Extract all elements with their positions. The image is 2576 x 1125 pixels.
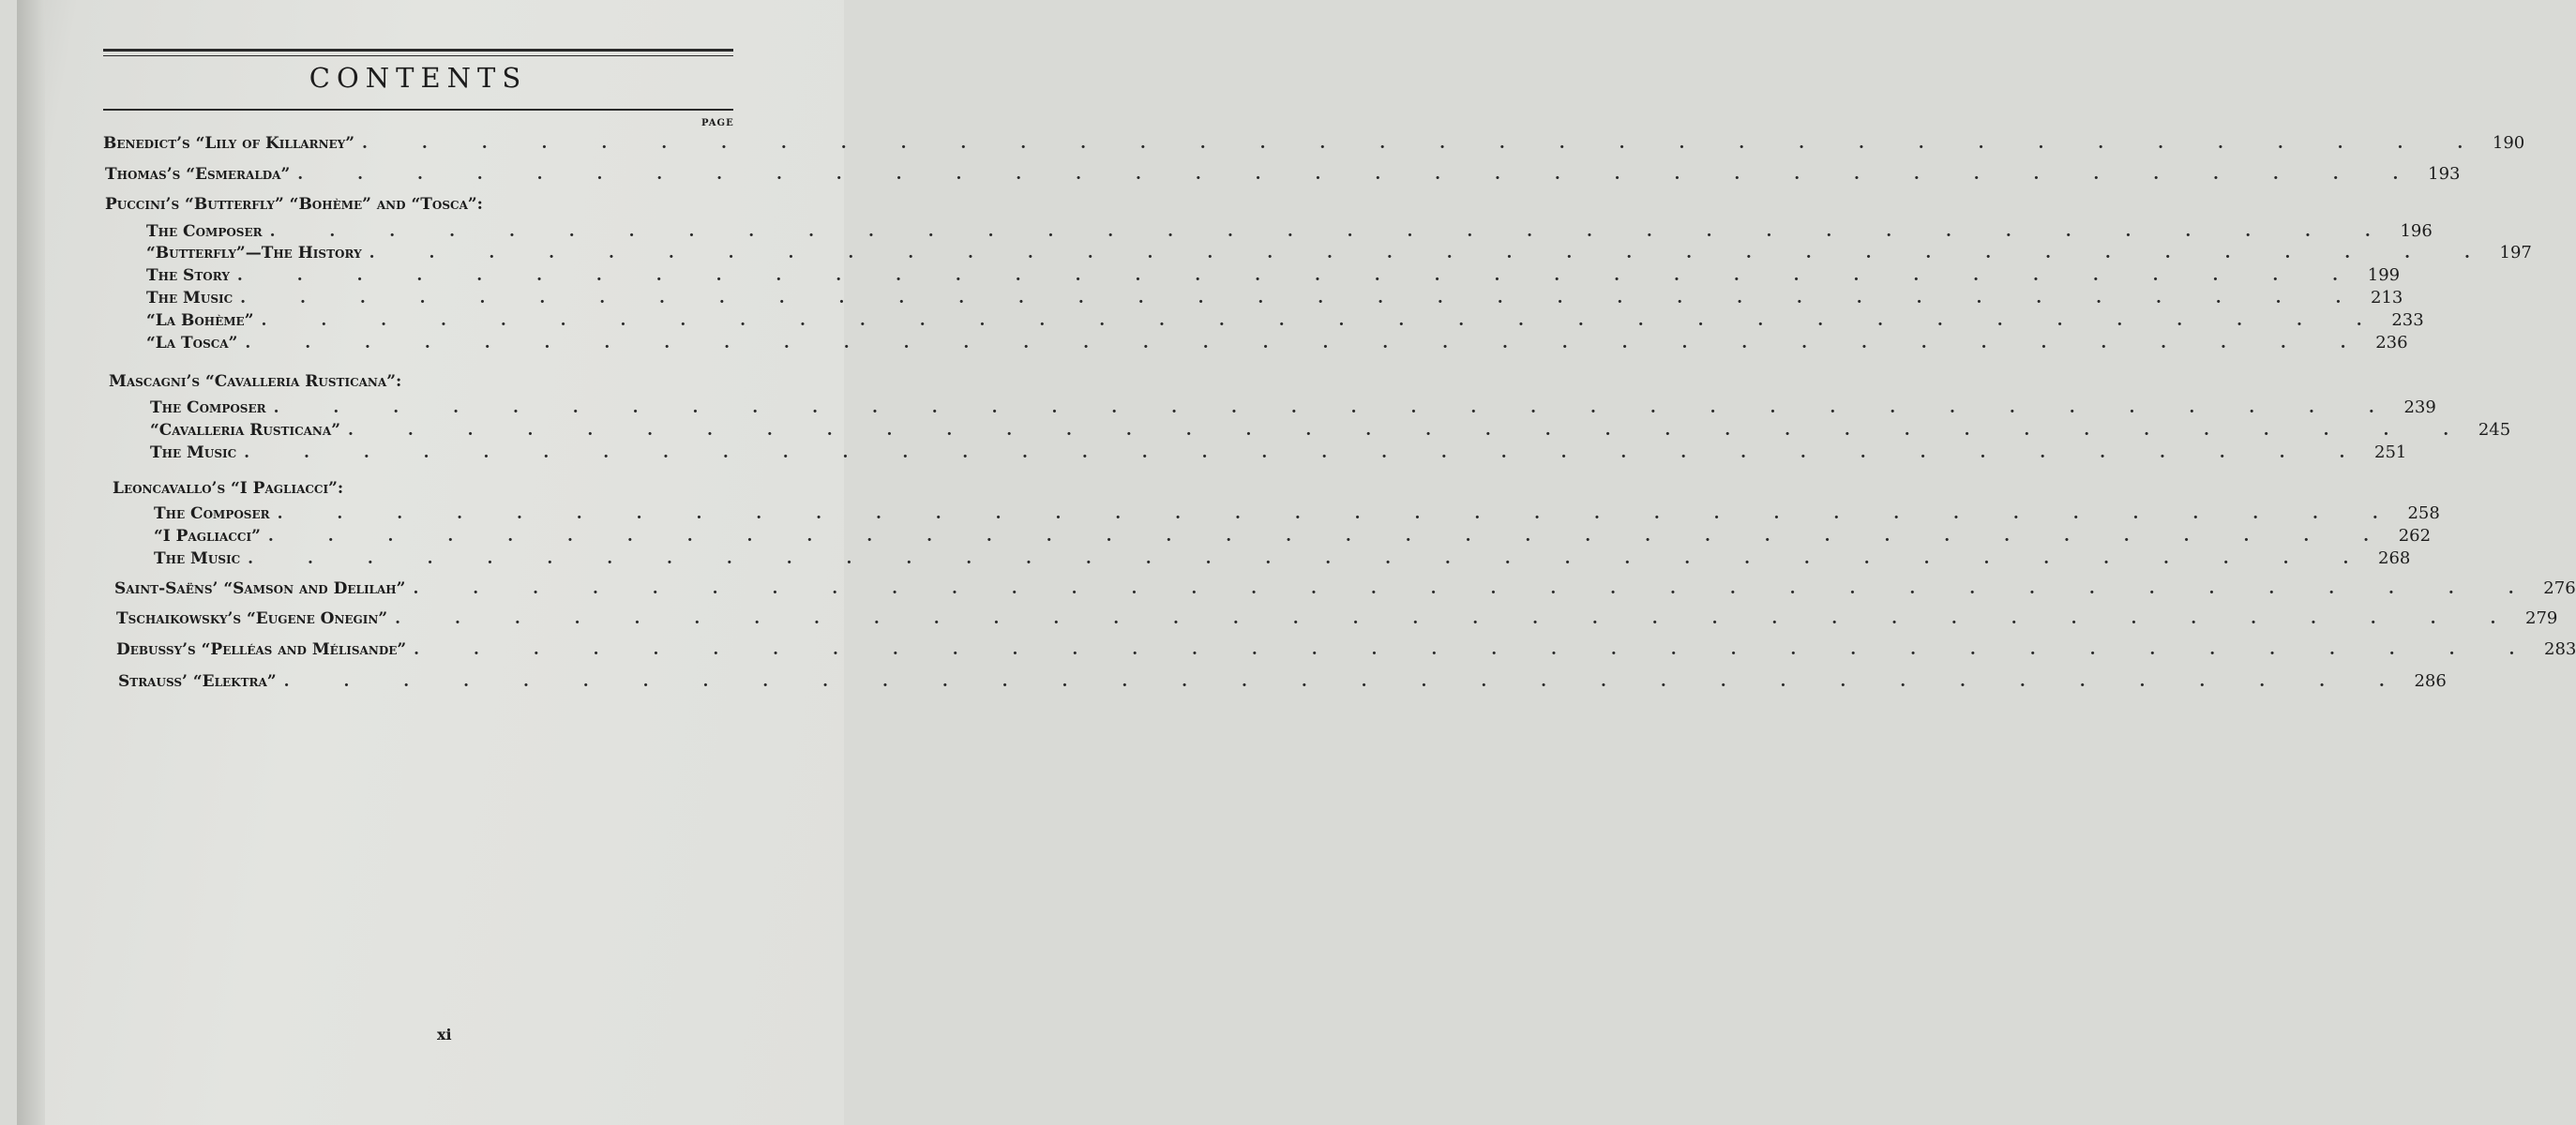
toc-subentry	[146, 310, 2424, 333]
dot-leader: . . . . . . . . . . . . . . . . . . . . . . . . . . . . . . . . . . . .	[413, 579, 2538, 598]
toc-subentry-label: The Music	[154, 549, 241, 568]
toc-entry-page: 190	[2492, 133, 2525, 153]
dot-leader: . . . . . . . . . . . . . . . . . . . . . . . . . . . . . . . . . . . .	[362, 134, 2488, 153]
toc-subentry-page: 199	[2367, 265, 2401, 285]
toc-subentry-label: “La Tosca”	[146, 334, 238, 352]
toc-subentry-page: 262	[2398, 526, 2432, 546]
toc-subentry	[146, 221, 2433, 244]
top-rule-thin	[103, 55, 733, 56]
toc-subentry	[154, 503, 2440, 526]
dot-leader: . . . . . . . . . . . . . . . . . . . . . . . . . . . . . . . . . . . .	[269, 222, 2395, 241]
toc-subentry-label: The Composer	[154, 504, 270, 523]
dot-leader: . . . . . . . . . . . . . . . . . . . . . . . . . . . . . . . . . . . .	[261, 311, 2387, 330]
toc-subentry-label: The Composer	[150, 398, 266, 417]
toc-entry-label: Thomas’s “Esmeralda”	[105, 165, 291, 184]
toc-subentry-label: The Music	[146, 289, 233, 308]
top-rule-thick	[103, 49, 733, 52]
toc-subentry-label: The Story	[146, 266, 230, 285]
page-number: xi	[437, 1026, 452, 1043]
toc-subentry	[146, 243, 2532, 265]
dot-leader: . . . . . . . . . . . . . . . . . . . . . . . . . . . . . . . . . . . .	[369, 244, 2494, 262]
toc-entry-page: 286	[2414, 671, 2447, 691]
toc-entry-label: Saint-Saëns’ “Samson and Delilah”	[114, 579, 406, 598]
toc-subentry	[150, 442, 2407, 465]
toc-subentry-page: 236	[2375, 333, 2408, 352]
toc-subentry-page: 245	[2478, 420, 2511, 440]
toc-entry	[103, 133, 2525, 156]
toc-entry	[118, 671, 2447, 694]
toc-entry-page: 283	[2544, 639, 2576, 659]
toc-subentry	[154, 526, 2432, 548]
page-title: CONTENTS	[309, 62, 528, 94]
toc-subentry-page: 213	[2371, 288, 2403, 308]
toc-subentry	[146, 333, 2408, 355]
dot-leader: . . . . . . . . . . . . . . . . . . . . . . . . . . . . . . . . . . . .	[267, 527, 2394, 546]
toc-entry-label: Debussy’s “Pelléas and Mélisande”	[116, 640, 407, 659]
toc-subentry-label: The Composer	[146, 222, 263, 241]
toc-entry-page: 276	[2543, 578, 2576, 598]
toc-subentry	[150, 398, 2436, 420]
toc-subentry-label: “I Pagliacci”	[154, 527, 261, 546]
toc-subentry-label: “Butterfly”—The History	[146, 244, 362, 262]
dot-leader: . . . . . . . . . . . . . . . . . . . . . . . . . . . . . . . . . . . .	[248, 549, 2373, 568]
spine-shadow	[17, 0, 45, 1125]
page-column-heading: PAGE	[701, 118, 734, 128]
title-underline	[103, 109, 733, 111]
dot-leader: . . . . . . . . . . . . . . . . . . . . . . . . . . . . . . . . . . . .	[277, 504, 2403, 523]
toc-subentry-page: 251	[2374, 442, 2407, 462]
toc-entry	[116, 608, 2558, 631]
toc-subentry-page: 268	[2378, 548, 2411, 568]
toc-subentry-label: “La Bohème”	[146, 311, 254, 330]
toc-subentry	[146, 265, 2401, 288]
toc-subentry-page: 233	[2391, 310, 2424, 330]
toc-entry-label: Strauss’ “Elektra”	[118, 672, 277, 691]
toc-entry	[116, 639, 2576, 662]
toc-subentry-page: 239	[2403, 398, 2436, 417]
toc-entry	[114, 578, 2576, 601]
toc-subentry	[154, 548, 2411, 571]
toc-subentry-page: 196	[2400, 221, 2433, 241]
toc-subentry	[150, 420, 2511, 442]
toc-subentry	[146, 288, 2403, 310]
dot-leader: . . . . . . . . . . . . . . . . . . . . . . . . . . . . . . . . . . . .	[244, 443, 2370, 462]
dot-leader: . . . . . . . . . . . . . . . . . . . . . . . . . . . . . . . . . . . .	[273, 398, 2399, 417]
section-heading: Puccini’s “Butterfly” “Bohème” and “Tosca”:	[105, 195, 483, 214]
toc-entry-page: 279	[2525, 608, 2558, 628]
dot-leader: . . . . . . . . . . . . . . . . . . . . . . . . . . . . . . . . . . . .	[283, 672, 2409, 691]
toc-subentry-label: “Cavalleria Rusticana”	[150, 421, 340, 440]
toc-subentry-label: The Music	[150, 443, 237, 462]
section-heading: Leoncavallo’s “I Pagliacci”:	[113, 479, 344, 498]
toc-entry-label: Tschaikowsky’s “Eugene Onegin”	[116, 609, 388, 628]
toc-entry	[105, 164, 2461, 187]
section-heading: Mascagni’s “Cavalleria Rusticana”:	[109, 372, 402, 391]
dot-leader: . . . . . . . . . . . . . . . . . . . . . . . . . . . . . . . . . . . .	[236, 266, 2363, 285]
dot-leader: . . . . . . . . . . . . . . . . . . . . . . . . . . . . . . . . . . . .	[348, 421, 2474, 440]
toc-subentry-page: 197	[2499, 243, 2532, 262]
toc-entry-label: Benedict’s “Lily of Killarney”	[103, 134, 355, 153]
dot-leader: . . . . . . . . . . . . . . . . . . . . . . . . . . . . . . . . . . . .	[395, 609, 2521, 628]
dot-leader: . . . . . . . . . . . . . . . . . . . . . . . . . . . . . . . . . . . .	[297, 165, 2423, 184]
dot-leader: . . . . . . . . . . . . . . . . . . . . . . . . . . . . . . . . . . . .	[240, 289, 2366, 308]
dot-leader: . . . . . . . . . . . . . . . . . . . . . . . . . . . . . . . . . . . .	[245, 334, 2371, 352]
dot-leader: . . . . . . . . . . . . . . . . . . . . . . . . . . . . . . . . . . . .	[414, 640, 2539, 659]
toc-entry-page: 193	[2428, 164, 2461, 184]
toc-subentry-page: 258	[2407, 503, 2440, 523]
